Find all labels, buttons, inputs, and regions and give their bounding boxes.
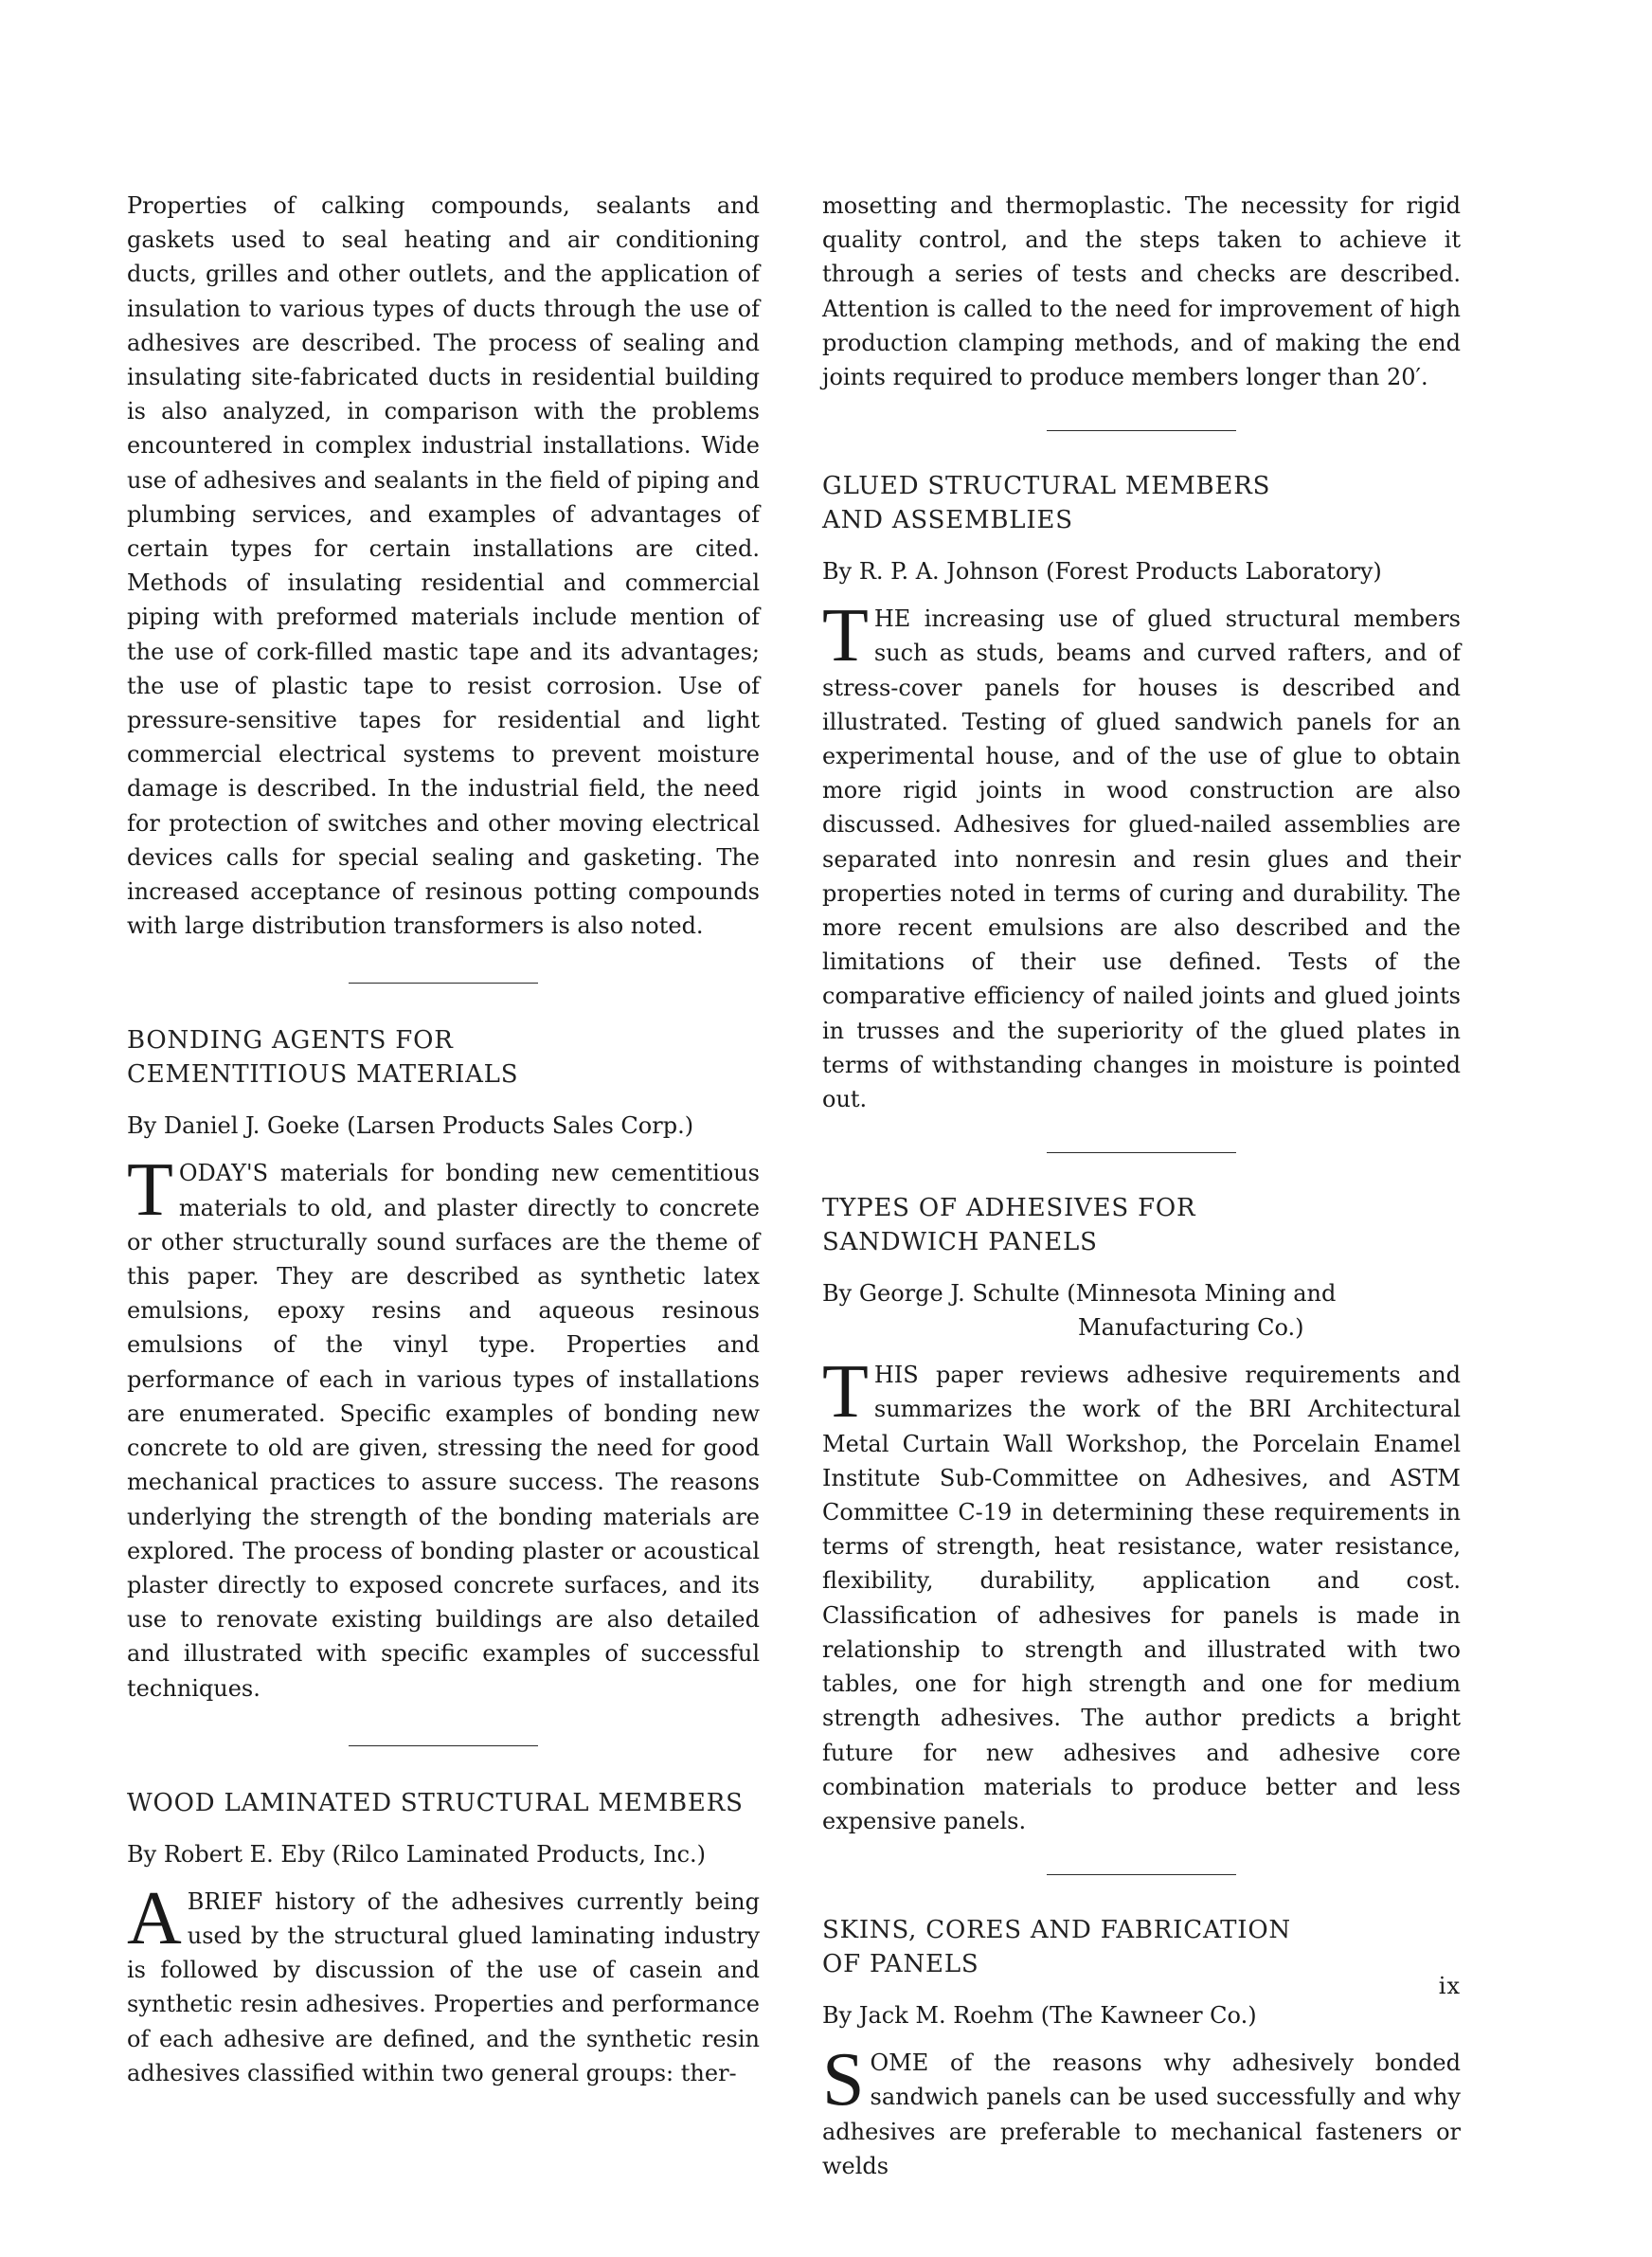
article-byline: By Daniel J. Goeke (Larsen Products Sales Corp.)	[127, 1112, 694, 1140]
article-title: WOOD LAMINATED STRUCTURAL MEMBERS	[127, 1788, 744, 1817]
section-divider	[349, 983, 538, 984]
right-column	[822, 189, 1461, 2183]
article-types-of-adhesives	[822, 1191, 1461, 1838]
article-glued-structural	[822, 469, 1461, 1116]
intro-paragraph: Properties of calking compounds, sealants and gaskets used to seal heating and air conditioning ducts, grilles and other outlets, and the application of insulation to various types of ducts through the use of adhesives are described. The process of sealing and insulating site-fabricated ducts in residential building is also analyzed, in comparison with the problems encountered in complex industrial installations. Wide use of adhesives and sealants in the field of piping and plumbing services, and examples of advantages of certain types for certain installations are cited. Methods of insulating residential and commercial piping with preformed materials include mention of the use of cork-filled mastic tape and its advantages; the use of plastic tape to resist corrosion. Use of pressure-sensitive tapes for residential and light commercial electrical systems to prevent moisture damage is described. In the industrial field, the need for protection of switches and other moving electrical devices calls for special sealing and gasketing. The increased acceptance of resinous potting compounds with large distribution transformers is also noted.	[127, 192, 760, 940]
article-wood-laminated	[127, 1786, 760, 2090]
section-divider	[349, 1745, 538, 1746]
article-body: THIS paper reviews adhesive requirements and summarizes the work of the BRI Architectural Metal Curtain Wall Workshop, the Porcelain Enamel Institute Sub-Committee on Adhesives, and ASTM Committee C-19 in determining these requirements in terms of strength, heat resistance, water resistance, flexibility, durability, application and cost. Classification of adhesives for panels is made in relationship to strength and illustrated with two tables, one for high strength and one for medium strength adhesives. The author predicts a bright future for new adhesives and adhesive core combination materials to produce better and less expensive panels.	[822, 1350, 1461, 1834]
article-body: TODAY'S materials for bonding new cementitious materials to old, and plaster directly to concrete or other structurally sound surfaces are the theme of this paper. They are described as synthetic latex emulsions, epoxy resins and aqueous resinous emulsions of the vinyl type. Properties and performance of each in various types of installations are enumerated. Specific examples of bonding new concrete to old are given, stressing the need for good mechanical practices to assure success. The reasons underlying the strength of the bonding materials are explored. The process of bonding plaster or acoustical plaster directly to exposed concrete surfaces, and its use to renovate existing buildings are also detailed and illustrated with specific examples of successful techniques.	[127, 1148, 760, 1702]
article-body: ABRIEF history of the adhesives currently being used by the structural glued laminating industry is followed by discussion of the use of casein and synthetic resin adhesives. Properties and performance of each adhesive are defined, and the synthetic resin adhesives classified within two general groups: ther-	[127, 1876, 760, 2086]
left-column	[127, 189, 760, 2090]
article-byline: By R. P. A. Johnson (Forest Products Laboratory)	[822, 558, 1382, 586]
section-divider	[1047, 1152, 1236, 1153]
section-divider	[1047, 430, 1236, 431]
drop-cap: T	[822, 594, 869, 678]
section-divider	[1047, 1874, 1236, 1875]
article-title: TYPES OF ADHESIVES FOR SANDWICH PANELS	[822, 1194, 1196, 1257]
drop-cap: T	[822, 1350, 869, 1435]
article-title: GLUED STRUCTURAL MEMBERS AND ASSEMBLIES	[822, 472, 1271, 535]
article-title: SKINS, CORES AND FABRICATION OF PANELS	[822, 1916, 1291, 1979]
article-byline: By George J. Schulte (Minnesota Mining and Manufacturing Co.)	[822, 1280, 1337, 1342]
article-byline: By Jack M. Roehm (The Kawneer Co.)	[822, 2002, 1257, 2030]
drop-cap: T	[127, 1148, 173, 1233]
page-number: ix	[1438, 1973, 1461, 1999]
article-title: BONDING AGENTS FOR CEMENTITIOUS MATERIALS	[127, 1026, 519, 1090]
article-skins-cores	[822, 1913, 1461, 2183]
drop-cap: S	[822, 2038, 865, 2122]
article-body: THE increasing use of glued structural members such as studs, beams and curved rafters, and of stress-cover panels for houses is described and illustrated. Testing of glued sandwich panels for an experimental house, and of the use of glue to obtain more rigid joints in wood construction are also discussed. Adhesives for glued-nailed assemblies are separated into nonresin and resin glues and their properties noted in terms of curing and durability. The more recent emulsions are also described and the limitations of their use defined. Tests of the comparative efficiency of nailed joints and glued joints in trusses and the superiority of the glued plates in terms of withstanding changes in moisture is pointed out.	[822, 594, 1461, 1113]
article-bonding-agents	[127, 1023, 760, 1705]
drop-cap: A	[127, 1876, 182, 1960]
continued-paragraph: mosetting and thermoplastic. The necessity for rigid quality control, and the steps taken to achieve it through a series of tests and checks are described. Attention is called to the need for improvement of high production clamping methods, and of making the end joints required to produce members longer than 20′.	[822, 192, 1461, 391]
article-byline: By Robert E. Eby (Rilco Laminated Products, Inc.)	[127, 1840, 707, 1868]
article-body: SOME of the reasons why adhesively bonded sandwich panels can be used successfully and why adhesives are preferable to mechanical fasteners or welds	[822, 2038, 1461, 2179]
